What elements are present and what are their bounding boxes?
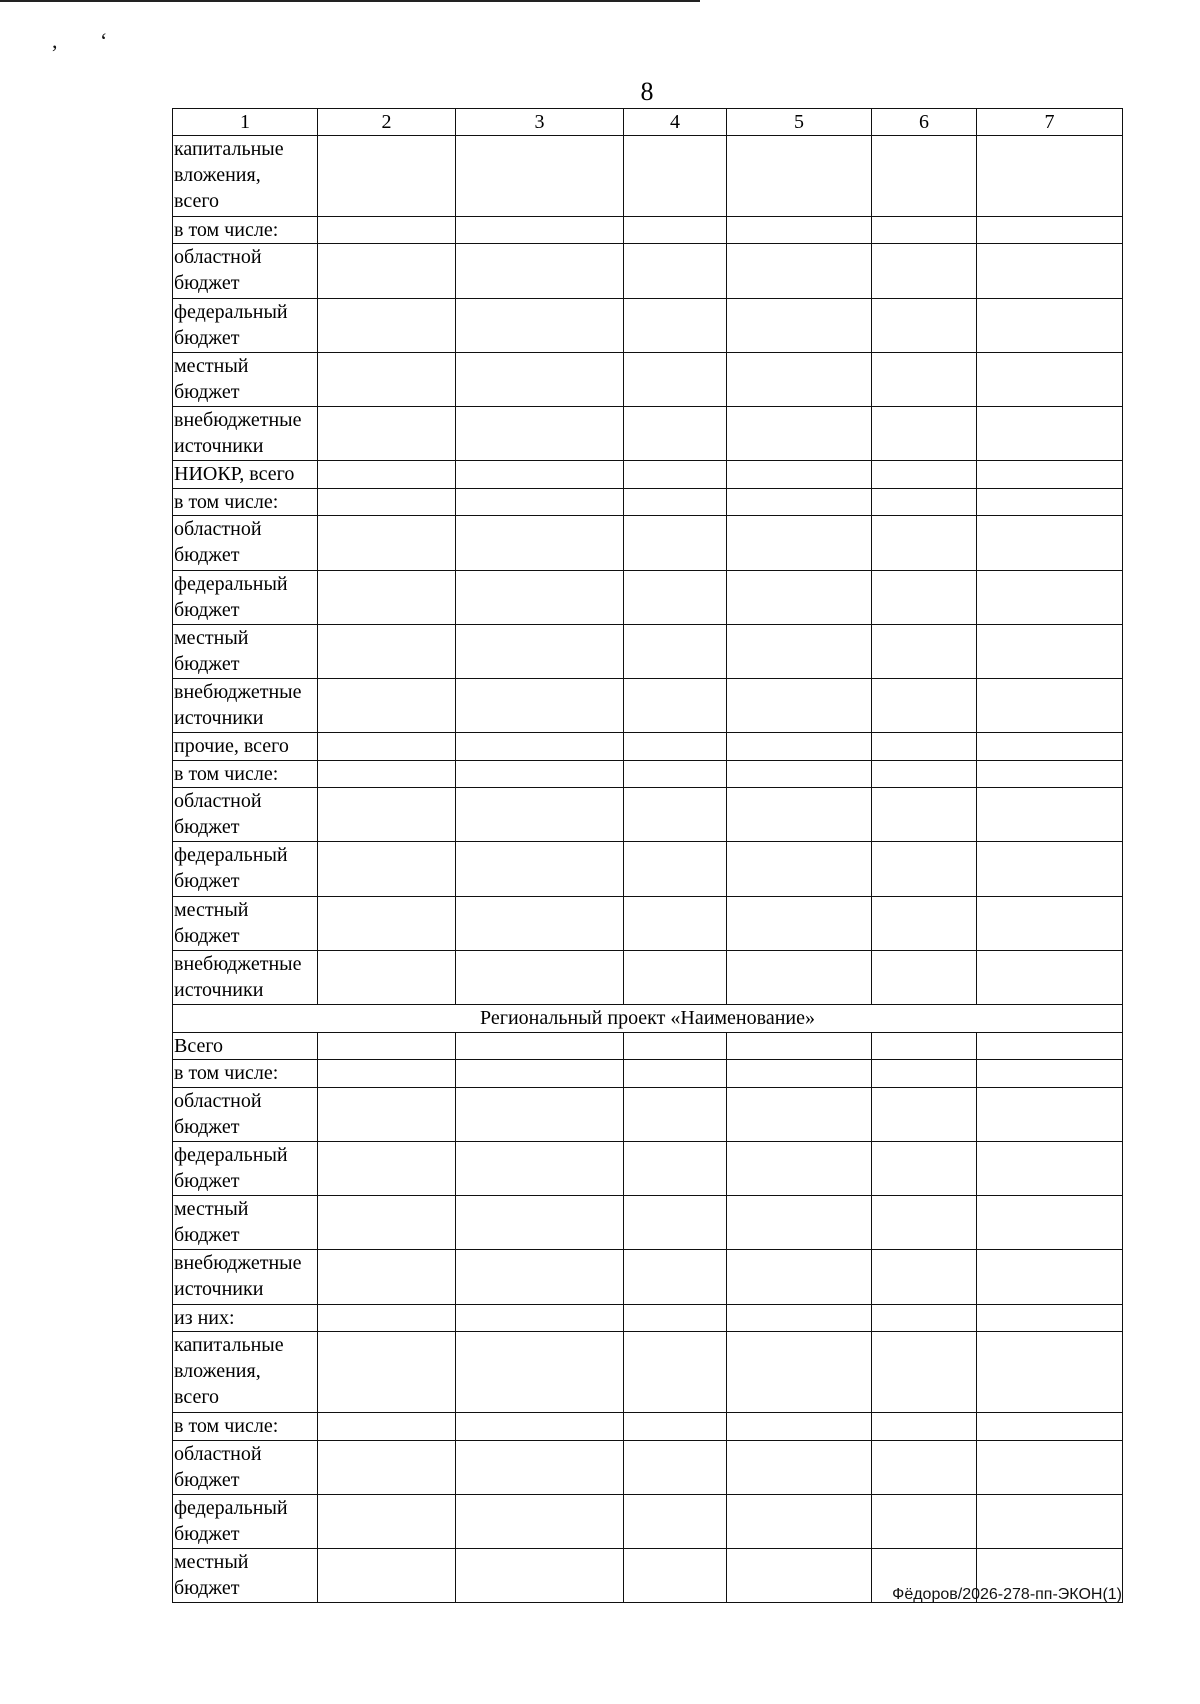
row-label: в том числе: <box>173 488 318 516</box>
table-row <box>173 1494 1123 1548</box>
value-cell <box>624 733 727 761</box>
value-cell <box>318 570 456 624</box>
value-cell <box>727 788 872 842</box>
value-cell <box>456 1141 624 1195</box>
value-cell <box>456 406 624 460</box>
value-cell <box>456 244 624 298</box>
table-row <box>173 950 1123 1004</box>
row-label: областной бюджет <box>173 788 318 842</box>
value-cell <box>456 1304 624 1332</box>
table-row <box>173 678 1123 732</box>
page-number: 8 <box>640 77 654 106</box>
value-cell <box>318 1060 456 1088</box>
value-cell <box>318 624 456 678</box>
value-cell <box>872 896 977 950</box>
table-row <box>173 896 1123 950</box>
value-cell <box>624 760 727 788</box>
value-cell <box>456 136 624 217</box>
value-cell <box>456 842 624 896</box>
value-cell <box>318 788 456 842</box>
value-cell <box>456 896 624 950</box>
scan-mark: ʻ <box>100 28 108 53</box>
value-cell <box>727 244 872 298</box>
value-cell <box>456 1332 624 1413</box>
row-label: федеральный бюджет <box>173 842 318 896</box>
value-cell <box>318 760 456 788</box>
row-label: местный бюджет <box>173 1196 318 1250</box>
value-cell <box>872 788 977 842</box>
value-cell <box>977 352 1123 406</box>
value-cell <box>872 570 977 624</box>
value-cell <box>318 950 456 1004</box>
row-label: областной бюджет <box>173 1087 318 1141</box>
value-cell <box>624 461 727 489</box>
value-cell <box>624 788 727 842</box>
table-row <box>173 216 1123 244</box>
value-cell <box>318 216 456 244</box>
value-cell <box>872 1141 977 1195</box>
value-cell <box>456 516 624 570</box>
value-cell <box>727 1250 872 1304</box>
value-cell <box>318 896 456 950</box>
value-cell <box>727 136 872 217</box>
value-cell <box>727 406 872 460</box>
column-header: 3 <box>456 109 624 136</box>
value-cell <box>624 624 727 678</box>
value-cell <box>624 298 727 352</box>
value-cell <box>624 1332 727 1413</box>
value-cell <box>977 461 1123 489</box>
value-cell <box>456 1494 624 1548</box>
value-cell <box>624 1060 727 1088</box>
table-row <box>173 624 1123 678</box>
value-cell <box>624 1032 727 1060</box>
table-row <box>173 516 1123 570</box>
value-cell <box>977 516 1123 570</box>
value-cell <box>977 1332 1123 1413</box>
value-cell <box>872 488 977 516</box>
value-cell <box>977 950 1123 1004</box>
document-footer-id: Фёдоров/2026-278-пп-ЭКОН(1) <box>892 1586 1122 1603</box>
value-cell <box>624 1440 727 1494</box>
value-cell <box>872 1250 977 1304</box>
value-cell <box>624 1087 727 1141</box>
column-header: 4 <box>624 109 727 136</box>
value-cell <box>318 406 456 460</box>
table-row <box>173 244 1123 298</box>
value-cell <box>727 842 872 896</box>
value-cell <box>727 678 872 732</box>
value-cell <box>727 624 872 678</box>
value-cell <box>456 733 624 761</box>
row-label: внебюджетные источники <box>173 406 318 460</box>
value-cell <box>977 488 1123 516</box>
value-cell <box>727 461 872 489</box>
value-cell <box>456 488 624 516</box>
value-cell <box>872 733 977 761</box>
value-cell <box>872 516 977 570</box>
value-cell <box>977 570 1123 624</box>
value-cell <box>727 1332 872 1413</box>
value-cell <box>318 244 456 298</box>
value-cell <box>727 1494 872 1548</box>
value-cell <box>727 488 872 516</box>
value-cell <box>727 516 872 570</box>
value-cell <box>318 1250 456 1304</box>
table-row <box>173 488 1123 516</box>
row-label: в том числе: <box>173 1060 318 1088</box>
value-cell <box>727 1440 872 1494</box>
value-cell <box>872 1304 977 1332</box>
value-cell <box>624 1412 727 1440</box>
row-label: внебюджетные источники <box>173 950 318 1004</box>
row-label: в том числе: <box>173 1412 318 1440</box>
value-cell <box>624 488 727 516</box>
row-label: местный бюджет <box>173 896 318 950</box>
table-row <box>173 733 1123 761</box>
value-cell <box>977 896 1123 950</box>
value-cell <box>624 406 727 460</box>
table-row <box>173 406 1123 460</box>
column-header: 6 <box>872 109 977 136</box>
value-cell <box>727 216 872 244</box>
value-cell <box>318 1087 456 1141</box>
value-cell <box>624 678 727 732</box>
value-cell <box>977 216 1123 244</box>
value-cell <box>318 842 456 896</box>
table-row <box>173 760 1123 788</box>
value-cell <box>318 733 456 761</box>
row-label: федеральный бюджет <box>173 298 318 352</box>
row-label: местный бюджет <box>173 352 318 406</box>
table-header-row <box>173 109 1123 136</box>
value-cell <box>872 842 977 896</box>
row-label: капитальные вложения, всего <box>173 1332 318 1413</box>
scan-edge-line <box>0 0 700 2</box>
value-cell <box>624 570 727 624</box>
value-cell <box>456 624 624 678</box>
value-cell <box>977 1196 1123 1250</box>
value-cell <box>872 1412 977 1440</box>
value-cell <box>727 1141 872 1195</box>
value-cell <box>318 136 456 217</box>
row-label: в том числе: <box>173 216 318 244</box>
value-cell <box>727 896 872 950</box>
value-cell <box>727 1412 872 1440</box>
value-cell <box>624 1141 727 1195</box>
value-cell <box>977 1250 1123 1304</box>
value-cell <box>456 1032 624 1060</box>
value-cell <box>727 352 872 406</box>
row-label: капитальные вложения, всего <box>173 136 318 217</box>
value-cell <box>872 352 977 406</box>
value-cell <box>872 950 977 1004</box>
value-cell <box>977 733 1123 761</box>
value-cell <box>456 1412 624 1440</box>
value-cell <box>977 1440 1123 1494</box>
value-cell <box>727 1060 872 1088</box>
section-title: Региональный проект «Наименование» <box>173 1005 1123 1033</box>
value-cell <box>872 298 977 352</box>
value-cell <box>977 1412 1123 1440</box>
row-label: областной бюджет <box>173 516 318 570</box>
value-cell <box>624 1548 727 1602</box>
table-row <box>173 1060 1123 1088</box>
value-cell <box>624 1196 727 1250</box>
value-cell <box>727 1032 872 1060</box>
value-cell <box>456 1060 624 1088</box>
table-row <box>173 1440 1123 1494</box>
row-label: Всего <box>173 1032 318 1060</box>
value-cell <box>624 842 727 896</box>
value-cell <box>727 570 872 624</box>
value-cell <box>318 1494 456 1548</box>
value-cell <box>456 1548 624 1602</box>
table-row <box>173 1412 1123 1440</box>
value-cell <box>624 352 727 406</box>
value-cell <box>872 760 977 788</box>
table-row <box>173 570 1123 624</box>
table-row <box>173 842 1123 896</box>
value-cell <box>872 216 977 244</box>
value-cell <box>977 244 1123 298</box>
row-label: федеральный бюджет <box>173 1141 318 1195</box>
table-row <box>173 788 1123 842</box>
table-row <box>173 1250 1123 1304</box>
value-cell <box>872 406 977 460</box>
value-cell <box>977 678 1123 732</box>
table-row <box>173 298 1123 352</box>
value-cell <box>456 1087 624 1141</box>
value-cell <box>977 406 1123 460</box>
value-cell <box>872 461 977 489</box>
value-cell <box>318 1196 456 1250</box>
value-cell <box>977 624 1123 678</box>
value-cell <box>727 950 872 1004</box>
value-cell <box>456 950 624 1004</box>
value-cell <box>318 1548 456 1602</box>
value-cell <box>318 1141 456 1195</box>
value-cell <box>727 298 872 352</box>
value-cell <box>318 1304 456 1332</box>
value-cell <box>977 1087 1123 1141</box>
row-label: областной бюджет <box>173 1440 318 1494</box>
value-cell <box>456 570 624 624</box>
table-body <box>173 109 1123 1603</box>
value-cell <box>872 1196 977 1250</box>
value-cell <box>624 136 727 217</box>
value-cell <box>318 678 456 732</box>
row-label: федеральный бюджет <box>173 570 318 624</box>
value-cell <box>872 678 977 732</box>
value-cell <box>727 1087 872 1141</box>
table-row <box>173 1141 1123 1195</box>
row-label: областной бюджет <box>173 244 318 298</box>
value-cell <box>318 1032 456 1060</box>
value-cell <box>456 216 624 244</box>
value-cell <box>318 1332 456 1413</box>
table-row <box>173 352 1123 406</box>
value-cell <box>977 298 1123 352</box>
value-cell <box>977 788 1123 842</box>
value-cell <box>624 244 727 298</box>
value-cell <box>977 136 1123 217</box>
value-cell <box>624 216 727 244</box>
row-label: из них: <box>173 1304 318 1332</box>
value-cell <box>456 678 624 732</box>
row-label: внебюджетные источники <box>173 1250 318 1304</box>
value-cell <box>624 896 727 950</box>
value-cell <box>727 733 872 761</box>
value-cell <box>456 788 624 842</box>
value-cell <box>624 1250 727 1304</box>
table-row <box>173 1087 1123 1141</box>
row-label: внебюджетные источники <box>173 678 318 732</box>
value-cell <box>318 1440 456 1494</box>
value-cell <box>456 760 624 788</box>
value-cell <box>318 352 456 406</box>
table-row <box>173 136 1123 217</box>
value-cell <box>624 516 727 570</box>
budget-table <box>172 108 1123 1603</box>
value-cell <box>977 1494 1123 1548</box>
value-cell <box>977 1060 1123 1088</box>
value-cell <box>456 1196 624 1250</box>
value-cell <box>456 1250 624 1304</box>
value-cell <box>872 1032 977 1060</box>
value-cell <box>872 624 977 678</box>
table-row <box>173 461 1123 489</box>
value-cell <box>456 298 624 352</box>
table-row <box>173 1196 1123 1250</box>
row-label: местный бюджет <box>173 624 318 678</box>
value-cell <box>318 461 456 489</box>
value-cell <box>456 461 624 489</box>
table-row <box>173 1032 1123 1060</box>
column-header: 2 <box>318 109 456 136</box>
value-cell <box>977 1304 1123 1332</box>
value-cell <box>727 1304 872 1332</box>
row-label: НИОКР, всего <box>173 461 318 489</box>
value-cell <box>727 1548 872 1602</box>
row-label: местный бюджет <box>173 1548 318 1602</box>
value-cell <box>977 842 1123 896</box>
column-header: 5 <box>727 109 872 136</box>
row-label: прочие, всего <box>173 733 318 761</box>
value-cell <box>872 1332 977 1413</box>
value-cell <box>456 1440 624 1494</box>
column-header: 7 <box>977 109 1123 136</box>
value-cell <box>872 244 977 298</box>
value-cell <box>977 1032 1123 1060</box>
value-cell <box>872 136 977 217</box>
value-cell <box>977 1141 1123 1195</box>
value-cell <box>872 1060 977 1088</box>
table-row <box>173 1304 1123 1332</box>
row-label: в том числе: <box>173 760 318 788</box>
scan-mark: , <box>52 28 58 53</box>
value-cell <box>624 1304 727 1332</box>
value-cell <box>624 950 727 1004</box>
value-cell <box>624 1494 727 1548</box>
column-header: 1 <box>173 109 318 136</box>
section-row <box>173 1005 1123 1033</box>
value-cell <box>872 1494 977 1548</box>
value-cell <box>318 1412 456 1440</box>
value-cell <box>872 1087 977 1141</box>
value-cell <box>318 298 456 352</box>
value-cell <box>727 760 872 788</box>
row-label: федеральный бюджет <box>173 1494 318 1548</box>
value-cell <box>318 516 456 570</box>
value-cell <box>977 760 1123 788</box>
value-cell <box>318 488 456 516</box>
value-cell <box>872 1440 977 1494</box>
value-cell <box>456 352 624 406</box>
table-row <box>173 1332 1123 1413</box>
value-cell <box>727 1196 872 1250</box>
